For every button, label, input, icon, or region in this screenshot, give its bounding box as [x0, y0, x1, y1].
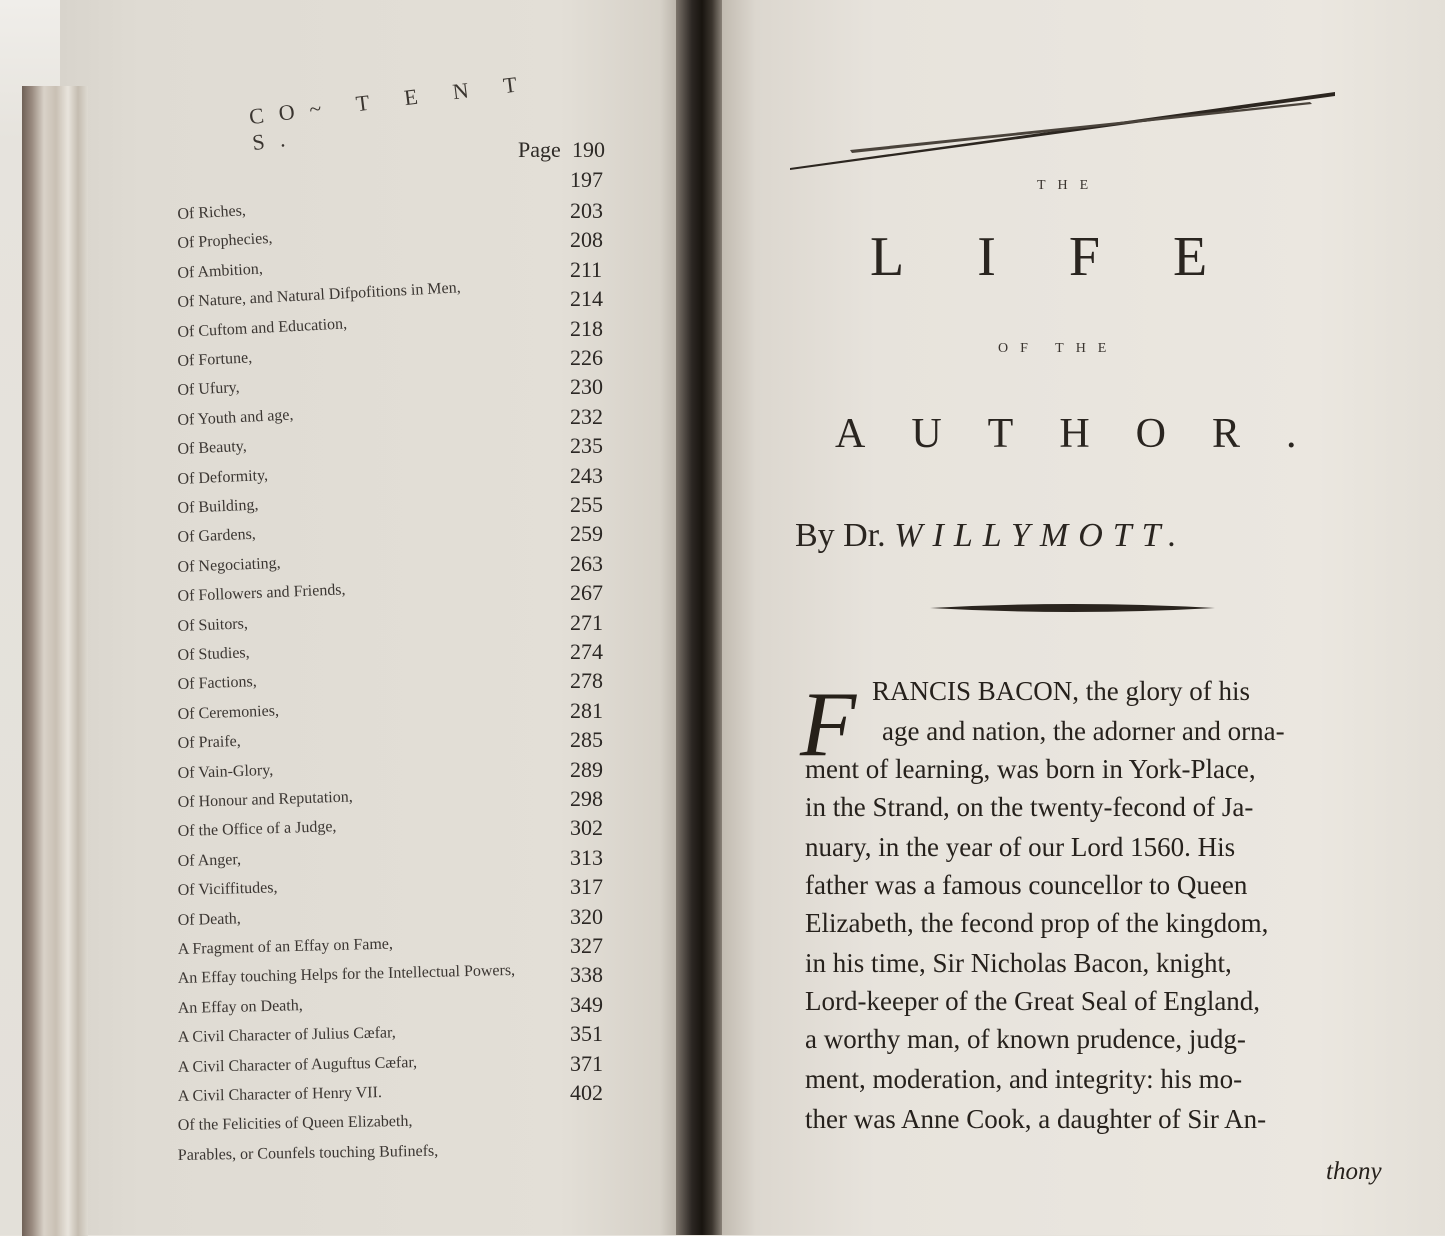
contents-entry-title: A Fragment of an Effay on Fame, — [177, 935, 394, 959]
contents-entry-title: Of the Office of a Judge, — [177, 818, 337, 841]
title-of-the: OF THE — [998, 341, 1119, 356]
contents-entry-title: A Civil Character of Julius Cæfar, — [177, 1024, 396, 1047]
contents-entry — [178, 196, 618, 224]
body-line: Elizabeth, the fecond prop of the kingdom, — [805, 908, 1269, 938]
body-line: father was a famous councellor to Queen — [805, 870, 1248, 900]
contents-entry — [178, 931, 618, 959]
contents-entry-page: 313 — [570, 844, 603, 870]
contents-entry — [178, 843, 618, 871]
contents-entry-title: Of Negociating, — [177, 554, 281, 576]
contents-entry-page: 278 — [570, 668, 603, 694]
contents-entry-title: Of Riches, — [176, 202, 247, 224]
contents-entry-page: 402 — [570, 1080, 603, 1105]
contents-entry — [178, 1049, 618, 1077]
book-page-edges — [22, 86, 88, 1236]
contents-entry-page: 349 — [570, 991, 603, 1017]
body-line: ment, moderation, and integrity: his mo- — [805, 1064, 1243, 1094]
contents-entry-title: Of Ceremonies, — [177, 702, 280, 723]
contents-entry-page: 214 — [570, 286, 603, 312]
contents-entry-page: 243 — [570, 462, 603, 488]
contents-entry — [178, 490, 618, 518]
contents-entry-page: 327 — [570, 933, 603, 958]
contents-entry-title: Of Fortune, — [177, 349, 253, 371]
contents-entry — [178, 902, 618, 930]
contents-entry-title: Of Cuftom and Education, — [177, 314, 348, 341]
contents-entry — [178, 608, 618, 636]
page-label: Page — [518, 137, 561, 162]
contents-entry-title: Of the Felicities of Queen Elizabeth, — [177, 1113, 413, 1135]
title-the: THE — [1037, 178, 1101, 193]
contents-entry — [178, 314, 618, 342]
contents-entry — [178, 960, 618, 988]
contents-entry-page: 232 — [570, 403, 603, 429]
contents-entry-page: 351 — [570, 1021, 603, 1047]
contents-entry — [178, 1019, 618, 1047]
contents-entry — [178, 813, 618, 841]
contents-entry — [178, 1137, 618, 1165]
contents-heading: CO~ T E N T S. — [247, 69, 533, 156]
contents-entry-title: Of Ambition, — [177, 260, 264, 282]
contents-entry-page: 289 — [570, 756, 603, 782]
byline — [795, 517, 1187, 555]
contents-entry — [178, 755, 618, 783]
contents-entry — [178, 461, 618, 489]
contents-entry-page: 203 — [570, 198, 603, 223]
contents-entry-title: A Civil Character of Henry VII. — [177, 1084, 383, 1106]
contents-entry-page: 259 — [570, 521, 603, 547]
body-line: ther was Anne Cook, a daughter of Sir An- — [805, 1104, 1267, 1134]
contents-entry-page: 281 — [570, 697, 603, 723]
book-gutter — [676, 0, 722, 1235]
contents-entry — [178, 578, 618, 606]
top-rule-ornament — [790, 90, 1335, 170]
contents-entry-page: 298 — [570, 786, 603, 811]
body-line: nuary, in the year of our Lord 1560. His — [805, 832, 1236, 862]
contents-entry-title: An Effay on Death, — [177, 996, 303, 1017]
contents-entry-title: Of Death, — [177, 909, 242, 929]
contents-entry-page: 338 — [570, 962, 603, 988]
contents-entry-title: Of Gardens, — [177, 526, 257, 547]
contents-entry — [178, 549, 618, 577]
first-page-number: 190 — [572, 137, 605, 162]
contents-entry-title: Of Vain-Glory, — [177, 761, 274, 782]
title-life: LIFE — [870, 226, 1281, 288]
contents-entry-title: Of Building, — [177, 496, 259, 518]
byline-prefix: By Dr. — [795, 517, 886, 554]
contents-entry-page: 226 — [570, 345, 603, 370]
contents-entry — [177, 279, 618, 312]
body-line: age and nation, the adorner and orna- — [882, 716, 1285, 746]
contents-entry-page: 320 — [570, 903, 603, 929]
contents-entry — [178, 696, 618, 724]
contents-entry — [178, 431, 618, 459]
contents-entry — [178, 372, 618, 400]
byline-name: WILLYMOTT. — [894, 517, 1187, 554]
contents-entry-title: Parables, or Counfels touching Bufinefs, — [177, 1142, 439, 1164]
contents-entry-title: Of Praife, — [177, 733, 242, 753]
body-line: Lord-keeper of the Great Seal of England, — [805, 986, 1261, 1016]
contents-entry-page: 271 — [570, 609, 603, 635]
contents-entry — [178, 343, 618, 371]
contents-entry — [178, 666, 618, 694]
contents-entry-page: 235 — [570, 433, 603, 459]
contents-entry-title: Of Nature, and Natural Difpofitions in Men, — [177, 279, 462, 312]
body-line: in his time, Sir Nicholas Bacon, knight, — [805, 948, 1232, 978]
title-author: AUTHOR. — [835, 411, 1343, 457]
contents-entry — [178, 1078, 618, 1106]
body-line: in the Strand, on the twenty-fecond of Ja- — [805, 792, 1254, 822]
contents-entry-title: Of Ufury, — [177, 379, 240, 400]
contents-entry-page: 302 — [570, 815, 603, 841]
body-line: a worthy man, of known prudence, judg- — [805, 1024, 1246, 1054]
drop-cap: F — [800, 673, 857, 775]
contents-entry — [178, 990, 618, 1018]
contents-entry-title: Of Followers and Friends, — [177, 581, 346, 606]
contents-entry-title: Of Viciffitudes, — [177, 879, 278, 900]
lead-page-number: 197 — [570, 167, 603, 192]
contents-entry — [178, 1107, 618, 1135]
contents-entry — [178, 725, 618, 753]
contents-entry-page: 208 — [570, 227, 603, 253]
contents-entry-title: Of Deformity, — [177, 466, 269, 488]
body-line: ment of learning, was born in York-Place, — [805, 754, 1256, 784]
contents-entry-page: 274 — [570, 639, 603, 664]
contents-entry — [178, 519, 618, 547]
contents-entry-page: 263 — [570, 550, 603, 576]
contents-entry-page: 255 — [570, 492, 603, 517]
contents-entry-page: 285 — [570, 727, 603, 753]
contents-entry-title: A Civil Character of Auguftus Cæfar, — [177, 1053, 418, 1076]
contents-entry-title: Of Anger, — [177, 850, 242, 870]
contents-entry-title: Of Suitors, — [177, 614, 249, 635]
contents-entry-page: 371 — [570, 1050, 603, 1076]
divider-rule — [930, 598, 1215, 618]
contents-entry — [178, 872, 618, 900]
catchword: thony — [1326, 1158, 1382, 1185]
contents-entry — [178, 402, 618, 430]
contents-entry-page: 211 — [570, 256, 603, 282]
contents-entry-page: 317 — [570, 874, 603, 900]
contents-entry-title: Of Youth and age, — [177, 406, 294, 429]
contents-entry — [178, 255, 618, 283]
contents-entry-title: Of Factions, — [177, 673, 258, 694]
contents-entry-title: Of Honour and Reputation, — [177, 788, 353, 812]
body-line: RANCIS BACON, the glory of his — [872, 676, 1251, 706]
contents-entry — [178, 225, 618, 253]
contents-entry-page: 230 — [570, 374, 603, 400]
contents-entry-page: 218 — [570, 315, 603, 341]
contents-entry-page: 267 — [570, 580, 603, 606]
contents-entry — [178, 637, 618, 665]
contents-entry-title: Of Studies, — [177, 644, 250, 665]
contents-entry-title: Of Prophecies, — [177, 230, 273, 253]
contents-entry — [178, 784, 618, 812]
contents-entry-title: Of Beauty, — [177, 438, 248, 459]
contents-entry-title: An Effay touching Helps for the Intellectual Powers, — [177, 962, 516, 988]
